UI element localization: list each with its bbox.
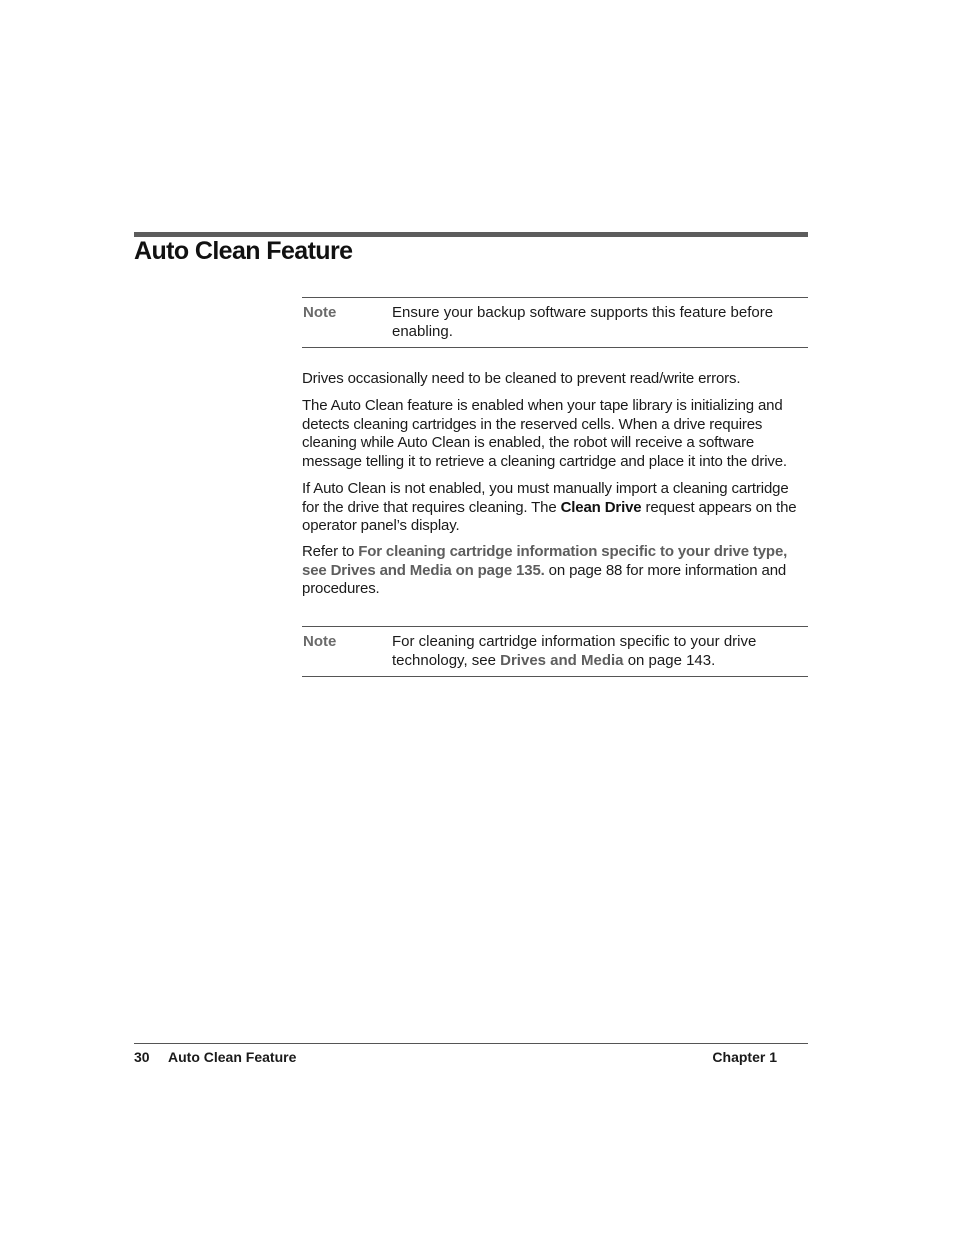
note-label: Note (303, 304, 337, 321)
note-text: Ensure your backup software supports this feature before enabling. (392, 304, 774, 340)
clean-drive-term: Clean Drive (560, 498, 642, 516)
cross-reference-link[interactable]: For cleaning cartridge information specific to your drive type, see Drives and Media on page 135. (302, 543, 788, 579)
footer-page-number: 30 (134, 1049, 150, 1065)
footer-rule (134, 1043, 808, 1044)
footer-chapter: Chapter 1 (712, 1049, 777, 1065)
page-title: Auto Clean Feature (134, 237, 353, 265)
note-text-part: For cleaning cartridge information specific to your drive technology, see (392, 633, 757, 669)
note-box-backup-software (302, 297, 808, 348)
note-text (392, 632, 792, 670)
note-label: Note (303, 633, 337, 650)
paragraph-auto-clean-description: The Auto Clean feature is enabled when your tape library is initializing and detects cleaning cartridges in the reserved cells. When a drive requires cleaning while Auto Clean is enabled, the robot will receive a software message telling it to retrieve a cleaning cartridge and place it into the drive. (302, 397, 787, 471)
paragraph-text: If Auto Clean is not enabled, you must manually import a cleaning cartridge for the drive that requires cleaning. The (302, 480, 789, 516)
paragraph-text: Refer to (302, 543, 359, 560)
paragraph-intro: Drives occasionally need to be cleaned to prevent read/write errors. (302, 370, 741, 387)
paragraph-text: on page 88 for more information and procedures. (302, 561, 787, 598)
paragraph-refer (302, 543, 802, 599)
paragraph-text: request appears on the operator panel’s display. (302, 498, 797, 535)
paragraph-manual-cleaning (302, 480, 802, 536)
drives-and-media-link[interactable]: Drives and Media (500, 652, 624, 669)
footer-section-title: Auto Clean Feature (168, 1049, 297, 1065)
note-text-part: on page 143. (623, 652, 716, 669)
note-box-cleaning-cartridge (302, 626, 808, 677)
